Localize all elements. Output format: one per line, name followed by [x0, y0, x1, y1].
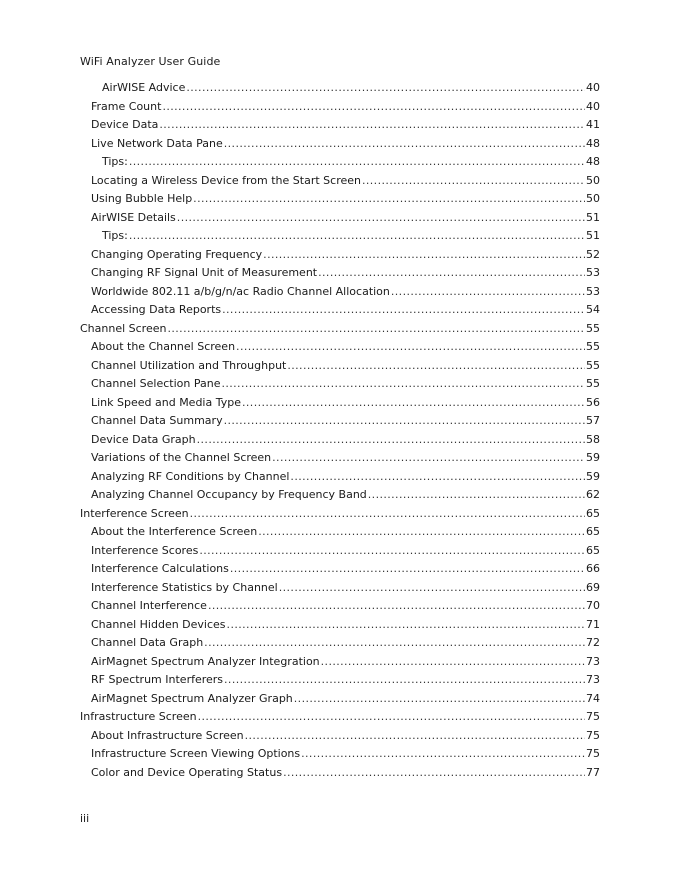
toc-entry-page: 72 [586, 636, 600, 649]
toc-dot-leader [227, 618, 585, 631]
toc-dot-leader [199, 544, 585, 557]
toc-entry-page: 69 [586, 580, 600, 594]
toc-entry[interactable] [80, 470, 600, 489]
toc-entry-title: Channel Utilization and Throughput [91, 358, 287, 372]
page-header: WiFi Analyzer User Guide [80, 55, 221, 68]
toc-entry-title: Interference Statistics by Channel [91, 580, 278, 594]
toc-entry-page: 74 [586, 691, 600, 705]
toc-entry[interactable] [80, 618, 600, 637]
toc-dot-leader [258, 525, 585, 538]
toc-entry[interactable] [80, 766, 600, 785]
toc-dot-leader [362, 174, 585, 187]
toc-entry-title: Channel Selection Pane [91, 377, 221, 390]
toc-entry-title: Accessing Data Reports [91, 303, 222, 316]
toc-entry-title: Live Network Data Pane [91, 136, 223, 150]
toc-dot-leader [272, 451, 585, 464]
toc-entry-title: Analyzing RF Conditions by Channel [91, 469, 290, 483]
toc-dot-leader [279, 581, 585, 594]
toc-entry[interactable] [80, 118, 600, 137]
toc-entry-page: 58 [586, 432, 600, 446]
toc-entry-title: AirWISE Advice [102, 81, 186, 94]
toc-dot-leader [245, 729, 585, 742]
toc-dot-leader [190, 507, 585, 520]
toc-entry[interactable] [80, 692, 600, 711]
toc-dot-leader [242, 396, 585, 409]
toc-entry-page: 62 [586, 488, 600, 501]
toc-entry[interactable] [80, 433, 600, 452]
toc-entry-title: Frame Count [91, 99, 162, 113]
toc-dot-leader [198, 710, 585, 723]
toc-entry-page: 55 [586, 358, 600, 372]
toc-dot-leader [318, 266, 585, 279]
toc-entry-title: Channel Hidden Devices [91, 617, 226, 631]
toc-entry-title: Analyzing Channel Occupancy by Frequency Band [91, 488, 367, 501]
toc-entry[interactable] [80, 322, 600, 341]
toc-entry[interactable] [80, 285, 600, 304]
page-number: iii [80, 812, 90, 825]
toc-entry-page: 53 [586, 266, 600, 279]
toc-dot-leader [129, 229, 585, 242]
toc-entry-title: Device Data Graph [91, 432, 196, 446]
toc-entry[interactable] [80, 192, 600, 211]
toc-dot-leader [230, 562, 585, 575]
toc-entry-page: 73 [586, 654, 600, 668]
toc-entry[interactable] [80, 174, 600, 193]
toc-entry-page: 50 [586, 173, 600, 187]
toc-entry-title: Tips: [102, 155, 128, 168]
toc-entry[interactable] [80, 451, 600, 470]
toc-entry-title: AirMagnet Spectrum Analyzer Integration [91, 654, 320, 668]
toc-entry-page: 65 [586, 525, 600, 538]
toc-dot-leader [294, 692, 585, 705]
toc-dot-leader [263, 248, 585, 261]
toc-entry-page: 66 [586, 562, 600, 575]
toc-dot-leader [208, 599, 585, 612]
toc-entry-title: Interference Scores [91, 543, 199, 557]
toc-entry[interactable] [80, 396, 600, 415]
toc-entry-page: 59 [586, 451, 600, 464]
toc-entry[interactable] [80, 655, 600, 674]
toc-entry-page: 51 [586, 210, 600, 224]
toc-entry-page: 52 [586, 247, 600, 261]
toc-dot-leader [301, 747, 585, 760]
toc-entry[interactable] [80, 414, 600, 433]
toc-entry[interactable] [80, 229, 600, 248]
toc-entry[interactable] [80, 266, 600, 285]
toc-entry[interactable] [80, 525, 600, 544]
toc-entry-title: Changing Operating Frequency [91, 247, 263, 261]
toc-entry-page: 53 [586, 284, 600, 298]
toc-entry-title: AirWISE Details [91, 210, 176, 224]
toc-entry-title: Device Data [91, 118, 159, 131]
toc-entry-title: Worldwide 802.11 a/b/g/n/ac Radio Channel Allocation [91, 284, 390, 298]
toc-entry-title: About Infrastructure Screen [91, 728, 244, 742]
toc-entry-title: Infrastructure Screen [80, 710, 197, 723]
toc-dot-leader [221, 377, 585, 390]
toc-entry[interactable] [80, 155, 600, 174]
toc-entry-page: 48 [586, 155, 600, 168]
toc-entry-page: 65 [586, 506, 600, 520]
toc-entry-page: 57 [586, 414, 600, 427]
toc-entry-page: 73 [586, 673, 600, 686]
toc-entry[interactable] [80, 81, 600, 100]
toc-entry-title: Channel Data Graph [91, 636, 204, 649]
toc-dot-leader [224, 673, 585, 686]
toc-entry-page: 71 [586, 617, 600, 631]
toc-dot-leader [283, 766, 585, 779]
toc-dot-leader [193, 192, 585, 205]
toc-dot-leader [167, 322, 585, 335]
toc-entry[interactable] [80, 636, 600, 655]
toc-entry-page: 55 [586, 340, 600, 353]
toc-entry-title: Infrastructure Screen Viewing Options [91, 747, 301, 760]
toc-entry[interactable] [80, 747, 600, 766]
toc-dot-leader [236, 340, 585, 353]
toc-entry[interactable] [80, 340, 600, 359]
toc-dot-leader [129, 155, 585, 168]
toc-entry-page: 77 [586, 765, 600, 779]
toc-entry-title: Channel Interference [91, 599, 207, 612]
toc-entry-title: Using Bubble Help [91, 192, 193, 205]
toc-entry-title: Changing RF Signal Unit of Measurement [91, 266, 318, 279]
toc-entry[interactable] [80, 248, 600, 267]
toc-entry-page: 56 [586, 395, 600, 409]
toc-entry-page: 55 [586, 377, 600, 390]
toc-entry-page: 70 [586, 599, 600, 612]
toc-dot-leader [287, 359, 585, 372]
toc-entry-title: Link Speed and Media Type [91, 395, 241, 409]
toc-entry-title: Channel Screen [80, 321, 167, 335]
toc-dot-leader [222, 303, 585, 316]
toc-entry[interactable] [80, 211, 600, 230]
toc-entry[interactable] [80, 562, 600, 581]
toc-dot-leader [197, 433, 585, 446]
toc-entry[interactable] [80, 100, 600, 119]
toc-entry-page: 75 [586, 747, 600, 760]
toc-entry[interactable] [80, 599, 600, 618]
toc-dot-leader [391, 285, 585, 298]
toc-entry-title: Color and Device Operating Status [91, 765, 283, 779]
toc-entry[interactable] [80, 359, 600, 378]
toc-dot-leader [224, 137, 585, 150]
toc-entry[interactable] [80, 729, 600, 748]
toc-entry-page: 50 [586, 192, 600, 205]
toc-entry[interactable] [80, 137, 600, 156]
toc-entry[interactable] [80, 710, 600, 729]
toc-entry-page: 48 [586, 136, 600, 150]
toc-entry-title: About the Channel Screen [91, 340, 236, 353]
toc-entry-page: 40 [586, 81, 600, 94]
toc-dot-leader [162, 100, 585, 113]
toc-entry[interactable] [80, 488, 600, 507]
toc-dot-leader [177, 211, 585, 224]
toc-entry-page: 54 [586, 303, 600, 316]
toc-entry-page: 59 [586, 469, 600, 483]
toc-entry-page: 40 [586, 99, 600, 113]
toc-entry[interactable] [80, 377, 600, 396]
toc-entry-title: Locating a Wireless Device from the Start Screen [91, 173, 361, 187]
toc-entry-page: 41 [586, 118, 600, 131]
toc-dot-leader [290, 470, 585, 483]
toc-dot-leader [204, 636, 585, 649]
toc-entry-title: Interference Screen [80, 506, 189, 520]
toc-entry[interactable] [80, 673, 600, 692]
table-of-contents [80, 81, 600, 784]
toc-dot-leader [186, 81, 585, 94]
toc-entry-page: 51 [586, 229, 600, 242]
toc-entry[interactable] [80, 544, 600, 563]
toc-entry[interactable] [80, 303, 600, 322]
toc-entry-title: Tips: [102, 229, 128, 242]
toc-entry[interactable] [80, 581, 600, 600]
toc-entry-title: Channel Data Summary [91, 414, 223, 427]
toc-dot-leader [321, 655, 585, 668]
toc-dot-leader [224, 414, 585, 427]
toc-entry-title: Interference Calculations [91, 562, 229, 575]
toc-entry-page: 75 [586, 710, 600, 723]
toc-dot-leader [368, 488, 585, 501]
toc-entry-title: Variations of the Channel Screen [91, 451, 272, 464]
toc-entry-title: RF Spectrum Interferers [91, 673, 224, 686]
toc-dot-leader [159, 118, 585, 131]
toc-entry-page: 75 [586, 728, 600, 742]
toc-entry-page: 55 [586, 321, 600, 335]
toc-entry-title: AirMagnet Spectrum Analyzer Graph [91, 691, 293, 705]
toc-entry[interactable] [80, 507, 600, 526]
toc-entry-title: About the Interference Screen [91, 525, 258, 538]
toc-entry-page: 65 [586, 543, 600, 557]
